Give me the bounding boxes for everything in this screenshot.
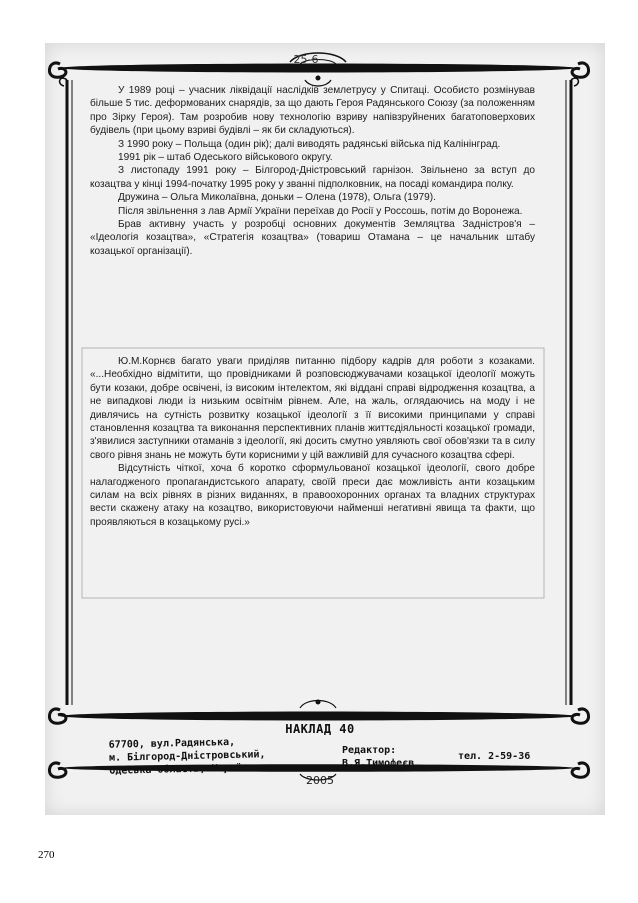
- editor-name: В.Я.Тимофеєв: [342, 758, 415, 769]
- year: 2005: [306, 774, 334, 787]
- paragraph: Після звільнення з лав Армії України переїхав до Росії у Россошь, потім до Воронежа.: [118, 205, 523, 217]
- address-line: 67700, вул.Радянська,: [108, 736, 236, 751]
- print-run: НАКЛАД 40: [285, 722, 355, 736]
- paragraph: 1991 рік – штаб Одеського військового округу.: [118, 152, 333, 164]
- header-mark: 25-6: [293, 53, 319, 66]
- biography-text: [90, 84, 535, 258]
- paragraph: Дружина – Ольга Миколаївна, доньки – Олена (1978), Ольга (1979).: [118, 192, 436, 204]
- paragraph: Відсутність чіткої, хоча б коротко сформульованої козацької ідеології, свого добре налагодженого пропагандистського апарату, своїй преси дає можливість анти козацьким силам на всіх рівнях в різних виданнях, в правоохоронних органах та владних структурах вести скажену атаку на козацтво, використовуючи найменші негативні явища та факти, що проявляються в козацькому русі.»: [90, 463, 535, 528]
- address-line: Одеська область, Україна.: [109, 762, 260, 777]
- paragraph: З листопаду 1991 року – Білгород-Дністровський гарнізон. Звільнено за вступ до козацтва у кінці 1994-початку 1995 року у званні підполковник, на посаді командира полку.: [90, 165, 535, 190]
- paragraph: З 1990 року – Польща (один рік); далі виводять радянські війська під Калінінград.: [118, 138, 501, 150]
- address-line: м. Білгород-Дністровський,: [108, 749, 266, 764]
- paragraph: Ю.М.Корнєв багато уваги приділяв питанню підбору кадрів для роботи з козаками. «...Необхідно відмітити, що провідниками й розповсюджувачами козацької ідеології можуть бути козаки, добре освічені, із високим інтелектом, які віддані справі відродження козацтва, а не випадкові люди із низьким освітнім рівнем. Але, на жаль, оглядаючись на моду і не дивлячись на сутність розвитку козацької ідеології з її високими принципами у справі становлення козацтва та виконання перспективних планів життєдіяльності козацької громади, з'явилися заступники отаманів з ідеології, які досить смутно уявляють свої обов'язки та в силу свого рівня знань не можуть бути корисними у цій важливій для сучасного козацтва сфері.: [90, 356, 535, 461]
- editor: [342, 744, 414, 770]
- quote-text: [90, 355, 535, 529]
- paragraph: Брав активну участь у розробці основних документів Земляцтва Задністров'я – «Ідеологія козацтва», «Стратегія козацтва» (товариш Отамана – це начальник штабу козацької організації).: [90, 219, 535, 257]
- paragraph: У 1989 році – учасник ліквідації наслідків землетрусу у Спитаці. Особисто розмінував більше 5 тис. деформованих снарядів, за що дають Героя Радянського Союзу (за положенням про Зірку Героя). Там розробив нову технологію взриву напівзруйнених багатоповерхових будівель (при цьому взриві будівлі – як би складуються).: [90, 85, 535, 137]
- phone: тел. 2-59-36: [458, 751, 531, 762]
- editor-label: Редактор:: [342, 745, 397, 756]
- page-number: 270: [38, 849, 55, 861]
- address: [109, 735, 266, 778]
